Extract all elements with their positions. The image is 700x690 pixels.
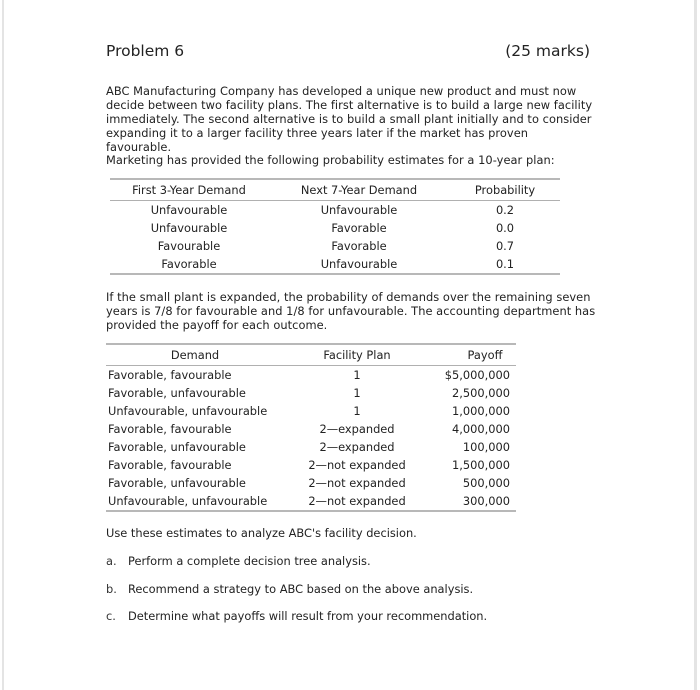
table-header-row	[110, 179, 560, 201]
table-row	[110, 201, 560, 220]
problem-header	[106, 42, 590, 60]
cell-probability: 0.0	[495, 221, 515, 235]
cell-facility-plan: 2—expanded	[319, 422, 395, 436]
cell-first-demand: Favorable	[161, 257, 217, 271]
problem-title: Problem 6	[106, 42, 185, 60]
cell-demand: Favorable, favourable	[108, 368, 232, 382]
cell-demand: Unfavourable, unfavourable	[108, 494, 268, 508]
cell-demand: Favorable, favourable	[108, 422, 232, 436]
column-header-probability: Probability	[450, 179, 560, 201]
cell-demand: Favorable, unfavourable	[108, 386, 246, 400]
question-letter: c.	[106, 609, 116, 623]
question-text: Perform a complete decision tree analysis.	[128, 554, 371, 568]
cell-first-demand: Unfavourable	[150, 221, 228, 235]
cell-first-demand: Unfavourable	[150, 203, 228, 217]
cell-first-demand: Favourable	[157, 239, 221, 253]
cell-payoff: 500,000	[462, 476, 510, 490]
question-letter: a.	[106, 554, 117, 568]
marketing-paragraph: Marketing has provided the following probability estimates for a 10-year plan:	[106, 153, 555, 167]
table-row	[106, 366, 516, 385]
cell-facility-plan: 2—not expanded	[308, 476, 406, 490]
cell-payoff: 300,000	[462, 494, 510, 508]
cell-next-demand: Favorable	[331, 221, 387, 235]
table-row	[106, 474, 516, 492]
cell-facility-plan: 1	[353, 404, 361, 418]
question-letter: b.	[106, 582, 117, 596]
table-row	[106, 384, 516, 402]
question-c	[106, 609, 487, 623]
cell-facility-plan: 1	[353, 368, 361, 382]
column-header-payoff: Payoff	[432, 344, 516, 366]
column-header-first-demand: First 3-Year Demand	[110, 179, 268, 201]
cell-payoff: 100,000	[462, 440, 510, 454]
table-row	[110, 219, 560, 237]
table-row	[106, 420, 516, 438]
cell-probability: 0.1	[495, 257, 515, 271]
cell-facility-plan: 2—not expanded	[308, 494, 406, 508]
problem-marks: (25 marks)	[505, 42, 590, 60]
table-row	[110, 255, 560, 274]
cell-payoff: $5,000,000	[444, 368, 510, 382]
column-header-facility-plan: Facility Plan	[282, 344, 432, 366]
table-row	[110, 237, 560, 255]
cell-facility-plan: 2—expanded	[319, 440, 395, 454]
question-text: Determine what payoffs will result from your recommendation.	[128, 609, 488, 623]
column-header-demand: Demand	[106, 344, 282, 366]
question-text: Recommend a strategy to ABC based on the above analysis.	[128, 582, 474, 596]
cell-probability: 0.2	[495, 203, 515, 217]
column-header-next-demand: Next 7-Year Demand	[268, 179, 450, 201]
page-border-left	[2, 0, 4, 690]
cell-payoff: 2,500,000	[452, 386, 510, 400]
expansion-paragraph: If the small plant is expanded, the probability of demands over the remaining seven years is 7/8 for favourable and 1/8 for unfavourable. The accounting department has provided the payoff for each outcome.	[106, 290, 596, 332]
cell-payoff: 1,000,000	[452, 404, 510, 418]
question-a	[106, 554, 371, 568]
cell-next-demand: Unfavourable	[320, 203, 398, 217]
cell-next-demand: Unfavourable	[320, 257, 398, 271]
table-row	[106, 438, 516, 456]
cell-payoff: 4,000,000	[452, 422, 510, 436]
cell-demand: Favorable, unfavourable	[108, 440, 246, 454]
payoff-table	[106, 343, 516, 512]
cell-demand: Favorable, unfavourable	[108, 476, 246, 490]
page-border-right	[694, 0, 697, 690]
table-row	[106, 456, 516, 474]
cell-payoff: 1,500,000	[452, 458, 510, 472]
cell-demand: Unfavourable, unfavourable	[108, 404, 268, 418]
table-row	[106, 492, 516, 511]
table-row	[106, 402, 516, 420]
intro-paragraph: ABC Manufacturing Company has developed a unique new product and must now decide between two facility plans. The first alternative is to build a large new facility immediately. The second alternative is to build a small plant initially and to consider expanding it to a larger facility three years later if the market has proven favourable.	[106, 84, 593, 154]
cell-facility-plan: 2—not expanded	[308, 458, 406, 472]
cell-probability: 0.7	[495, 239, 515, 253]
instructions-text: Use these estimates to analyze ABC's facility decision.	[106, 526, 417, 540]
question-b	[106, 582, 473, 596]
cell-demand: Favorable, favourable	[108, 458, 232, 472]
table-header-row	[106, 344, 516, 366]
probability-table	[110, 178, 560, 275]
cell-next-demand: Favorable	[331, 239, 387, 253]
cell-facility-plan: 1	[353, 386, 361, 400]
